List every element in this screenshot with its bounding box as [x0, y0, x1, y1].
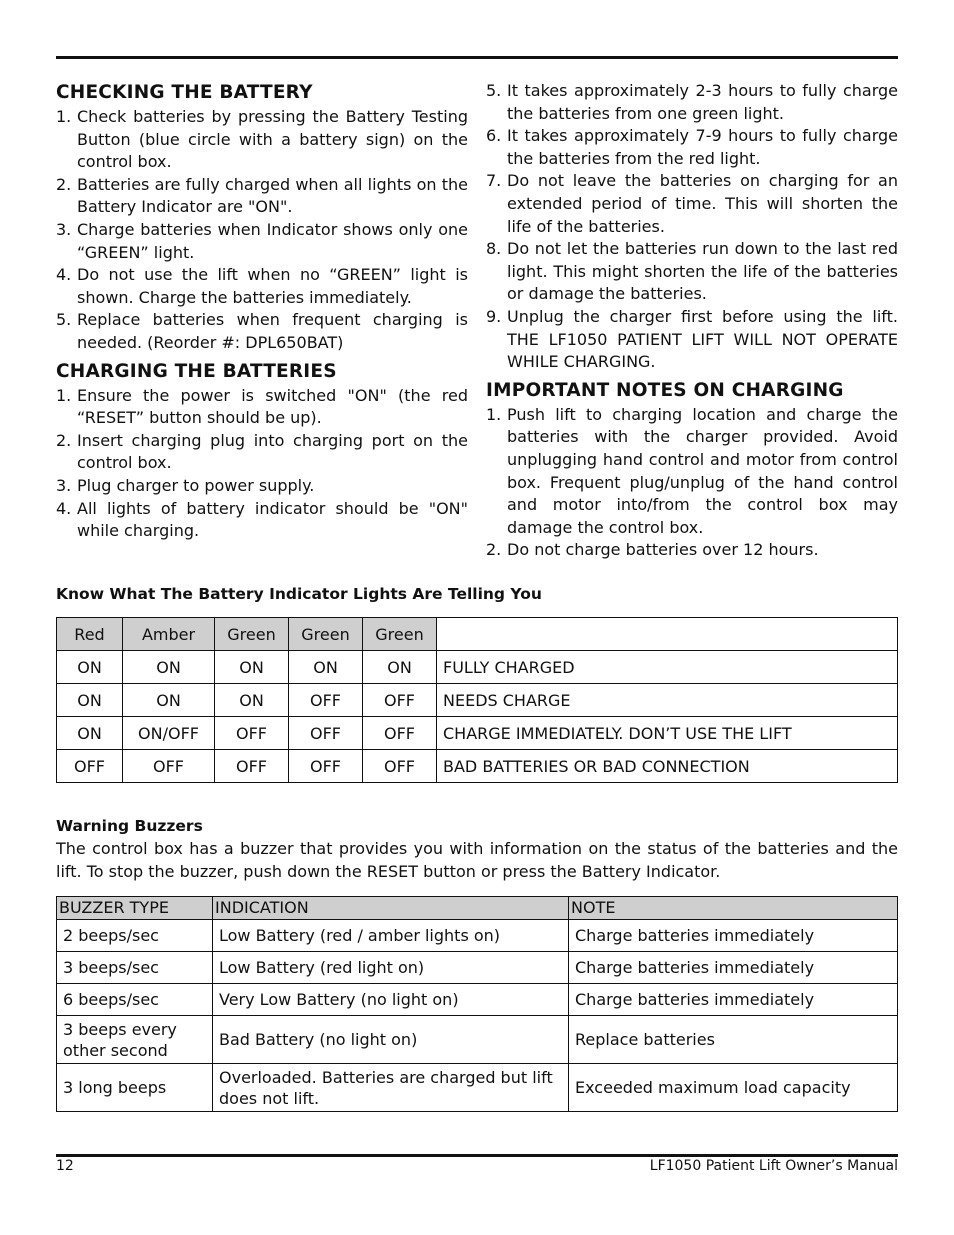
table-cell: BAD BATTERIES OR BAD CONNECTION: [437, 750, 898, 783]
table-cell: OFF: [289, 717, 363, 750]
list-item: 3. Plug charger to power supply.: [56, 475, 315, 495]
table-cell: OFF: [289, 684, 363, 717]
list-item: 1. Push lift to charging location and charge the batteries with the charger provided. Avoid unplugging hand control and motor from control box. Frequent plug/unplug of the hand control and motor into/from the control box may damage the control box.: [486, 404, 898, 537]
table-cell: Overloaded. Batteries are charged but lift does not lift.: [213, 1064, 569, 1112]
table-row: [57, 1016, 898, 1064]
table-cell: OFF: [363, 750, 437, 783]
list-item: 1. Ensure the power is switched "ON" (the red “RESET” button should be up).: [56, 385, 468, 428]
list-item: 8. Do not let the batteries run down to the last red light. This might shorten the life of the batteries or damage the batteries.: [486, 239, 898, 304]
table-cell: NEEDS CHARGE: [437, 684, 898, 717]
right-column: [486, 80, 898, 566]
table-cell: ON: [363, 651, 437, 684]
charging-heading: CHARGING THE BATTERIES: [56, 360, 337, 382]
top-rule: [56, 56, 898, 59]
table-cell: OFF: [215, 717, 289, 750]
table-cell: ON: [123, 651, 215, 684]
warning-title: Warning Buzzers: [56, 817, 203, 835]
table-cell: OFF: [363, 684, 437, 717]
header-cell: Green: [363, 618, 437, 651]
table-cell: Low Battery (red / amber lights on): [213, 920, 569, 952]
table-cell: OFF: [363, 717, 437, 750]
table-header-row: [57, 618, 898, 651]
header-cell: INDICATION: [213, 897, 569, 920]
table-cell: Replace batteries: [569, 1016, 898, 1064]
manual-title: LF1050 Patient Lift Owner’s Manual: [649, 1158, 898, 1174]
notes-heading: IMPORTANT NOTES ON CHARGING: [486, 379, 844, 401]
warning-text: The control box has a buzzer that provides you with information on the status of the batteries and the lift. To stop the buzzer, push down the RESET button or press the Battery Indicator.: [56, 839, 898, 881]
list-item: 5. Replace batteries when frequent charging is needed. (Reorder #: DPL650BAT): [56, 310, 468, 352]
left-column: [56, 80, 468, 547]
header-cell: NOTE: [569, 897, 898, 920]
checking-list: [56, 106, 468, 355]
table-cell: Charge batteries immediately: [569, 984, 898, 1016]
table-header-row: [57, 897, 898, 920]
table-row: [57, 651, 898, 684]
table-row: [57, 717, 898, 750]
bottom-rule: [56, 1154, 898, 1157]
indicator-table: [56, 617, 898, 783]
table-cell: 3 long beeps: [57, 1064, 213, 1112]
table-row: [57, 952, 898, 984]
table-cell: 2 beeps/sec: [57, 920, 213, 952]
list-item: 2. Do not charge batteries over 12 hours.: [486, 540, 819, 560]
list-item: 5. It takes approximately 2-3 hours to fully charge the batteries from one green light.: [486, 81, 898, 123]
table-row: [57, 920, 898, 952]
table-row: [57, 984, 898, 1016]
header-cell: Green: [215, 618, 289, 651]
table-cell: 3 beeps/sec: [57, 952, 213, 984]
table-cell: OFF: [289, 750, 363, 783]
table-cell: Bad Battery (no light on): [213, 1016, 569, 1064]
list-item: 9. Unplug the charger first before using the lift. THE LF1050 PATIENT LIFT WILL NOT OPERATE WHILE CHARGING.: [486, 306, 898, 372]
table-cell: 6 beeps/sec: [57, 984, 213, 1016]
list-item: 7. Do not leave the batteries on charging for an extended period of time. This will shorten the life of the batteries.: [486, 171, 898, 236]
charging-list: [56, 385, 468, 543]
table-cell: ON: [289, 651, 363, 684]
table-cell: Charge batteries immediately: [569, 920, 898, 952]
checking-heading: CHECKING THE BATTERY: [56, 82, 313, 103]
header-cell: [437, 618, 898, 651]
table-cell: FULLY CHARGED: [437, 651, 898, 684]
table-cell: ON: [123, 684, 215, 717]
table-row: [57, 1064, 898, 1112]
buzzer-table: [56, 896, 898, 1112]
table-cell: OFF: [123, 750, 215, 783]
table-cell: ON: [215, 651, 289, 684]
list-item: 3. Charge batteries when Indicator shows only one “GREEN” light.: [56, 219, 468, 262]
table-cell: Very Low Battery (no light on): [213, 984, 569, 1016]
table-cell: 3 beeps every other second: [57, 1016, 213, 1064]
header-cell: Green: [289, 618, 363, 651]
list-item: 2. Insert charging plug into charging port on the control box.: [56, 430, 468, 473]
header-cell: Amber: [123, 618, 215, 651]
table-cell: Charge batteries immediately: [569, 952, 898, 984]
table-cell: OFF: [215, 750, 289, 783]
page-number: 12: [56, 1158, 74, 1174]
table-cell: CHARGE IMMEDIATELY. DON’T USE THE LIFT: [437, 717, 898, 750]
indicator-title: Know What The Battery Indicator Lights Are Telling You: [56, 585, 542, 603]
list-item: 4. Do not use the lift when no “GREEN” light is shown. Charge the batteries immediately.: [56, 265, 468, 307]
notes-list: [486, 404, 898, 562]
table-cell: ON: [57, 717, 123, 750]
table-cell: Exceeded maximum load capacity: [569, 1064, 898, 1112]
table-cell: Low Battery (red light on): [213, 952, 569, 984]
table-row: [57, 684, 898, 717]
charging-list-continued: [486, 80, 898, 374]
table-cell: ON: [215, 684, 289, 717]
header-cell: Red: [57, 618, 123, 651]
table-row: [57, 750, 898, 783]
table-cell: ON/OFF: [123, 717, 215, 750]
list-item: 4. All lights of battery indicator should be "ON" while charging.: [56, 498, 468, 541]
list-item: 2. Batteries are fully charged when all lights on the Battery Indicator are "ON".: [56, 174, 468, 217]
table-cell: OFF: [57, 750, 123, 783]
header-cell: BUZZER TYPE: [57, 897, 213, 920]
table-cell: ON: [57, 651, 123, 684]
list-item: 6. It takes approximately 7-9 hours to fully charge the batteries from the red light.: [486, 126, 898, 168]
list-item: 1. Check batteries by pressing the Battery Testing Button (blue circle with a battery sign) on the control box.: [56, 107, 468, 172]
table-cell: ON: [57, 684, 123, 717]
